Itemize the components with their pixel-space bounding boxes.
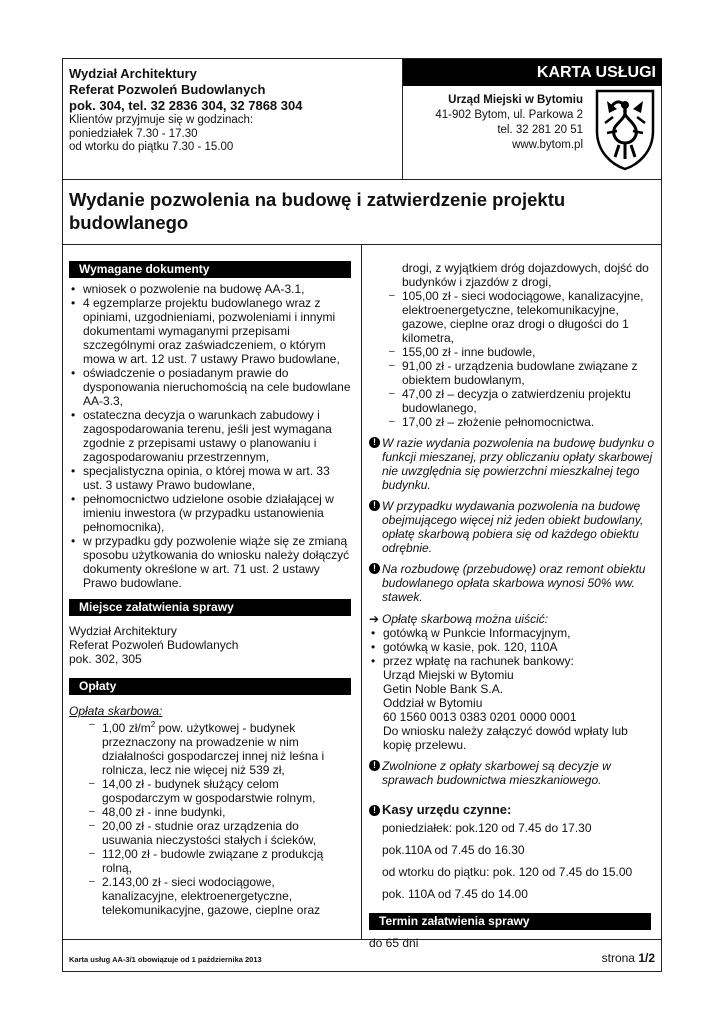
bank-details (369, 668, 658, 752)
bank-line: Oddział w Bytomiu (383, 696, 483, 710)
list-item: • oświadczenie o posiadanym prawie do dysponowania nieruchomością na cele budowlane AA-3.3, (69, 366, 352, 408)
bank-line: Getin Noble Bank S.A. (383, 682, 504, 696)
section-heading-deadline: Termin załatwienia sprawy (369, 913, 651, 930)
hours-label: Klientów przyjmuje się w godzinach: (69, 114, 254, 126)
stamp-duty-label: Opłata skarbowa: (69, 704, 163, 718)
list-item: – 2.143,00 zł - sieci wodociągowe, kanalizacyjne, elektroenergetyczne, telekomunikacyjne, gazowe, cieplne oraz (89, 875, 352, 917)
list-item: • wniosek o pozwolenie na budowę AA-3.1, (69, 282, 352, 296)
list-item: • gotówką w Punkcie Informacyjnym, (369, 626, 658, 640)
bank-account-number: 60 1560 0013 0383 0201 0000 0001 (383, 710, 577, 724)
divider (63, 244, 661, 245)
left-column (69, 261, 352, 917)
documents-list (69, 282, 352, 590)
list-item: – 105,00 zł - sieci wodociągowe, kanalizacyjne, elektroenergetyczne, telekomunikacyjne, gazowe, cieplne oraz drogi o długości do 1 kilometra, (389, 289, 658, 345)
exclamation-circle-icon: ! (369, 760, 380, 771)
list-item: – 14,00 zł - budynek służący celom gospodarczym w gospodarstwie rolnym, (89, 777, 352, 805)
fees-continuation: drogi, z wyjątkiem dróg dojazdowych, dojść do budynków i zjazdów z drogi, (402, 261, 649, 289)
list-item: – 91,00 zł - urządzenia budowlane związane z obiektem budowlanym, (389, 359, 658, 387)
card-title: KARTA USŁUGI (403, 59, 662, 86)
cashier-line: pok.110A od 7.45 do 16.30 (382, 843, 525, 857)
section-heading-documents: Wymagane dokumenty (69, 261, 351, 278)
page-title: Wydanie pozwolenia na budowę i zatwierdzenie projektu budowlanego (69, 189, 566, 233)
list-item: • pełnomocnictwo udzielone osobie działającej w imieniu inwestora (w przypadku ustanowienia pełnomocnika), (69, 492, 352, 534)
bank-line: Do wniosku należy załączyć dowód wpłaty lub kopię przelewu. (383, 724, 628, 752)
list-item: – 112,00 zł - budowle związane z produkcją rolną, (89, 847, 352, 875)
cashier-hours (369, 817, 658, 905)
cashier-line: pok. 110A od 7.45 do 14.00 (382, 887, 528, 901)
document-frame (62, 58, 662, 972)
hours-tue-fri: od wtorku do piątku 7.30 - 15.00 (69, 141, 234, 153)
list-item: • ostateczna decyzja o warunkach zabudowy i zagospodarowania terenu, jeśli jest wymagana zgodnie z przepisami ustawy o planowaniu i zagospodarowaniu przestrzennym, (69, 408, 352, 464)
payment-methods (369, 626, 658, 668)
exclamation-circle-icon: ! (369, 563, 380, 574)
cashier-line: od wtorku do piątku: pok. 120 od 7.45 do 15.00 (382, 865, 633, 879)
list-item: – 155,00 zł - inne budowle, (389, 345, 658, 359)
section-heading-place: Miejsce załatwienia sprawy (69, 599, 351, 616)
department-info (69, 66, 399, 155)
payment-intro: ➔ Opłatę skarbową można uiścić: (369, 612, 549, 626)
exclamation-circle-icon: ! (369, 437, 380, 448)
office-info (435, 93, 583, 153)
office-name: Urząd Miejski w Bytomiu (448, 94, 583, 106)
note: ! W razie wydania pozwolenia na budowę budynku o funkcji mieszanej, przy obliczaniu opłaty skarbowej nie uwzględnia się powierzchni mieszkalnej tego budynku. (369, 436, 658, 492)
section-heading-fees: Opłaty (69, 678, 351, 695)
place-line: pok. 302, 305 (69, 652, 142, 666)
list-item: – 17,00 zł – złożenie pełnomocnictwa. (389, 415, 658, 429)
office-website[interactable]: www.bytom.pl (512, 139, 583, 151)
note: ! Na rozbudowę (przebudowę) oraz remont obiektu budowlanego opłata skarbowa wynosi 50% ww. stawek. (369, 562, 658, 604)
office-address: 41-902 Bytom, ul. Parkowa 2 (435, 109, 583, 121)
note: ! Zwolnione z opłaty skarbowej są decyzje w sprawach budownictwa mieszkaniowego. (369, 759, 658, 787)
divider (63, 179, 661, 180)
cashier-line: poniedziałek: pok.120 od 7.45 do 17.30 (382, 821, 592, 835)
list-item: • w przypadku gdy pozwolenie wiąże się ze zmianą sposobu użytkowania do wniosku należy dołączyć dokumenty określone w art. 71 ust. 2 ustawy Prawo budowlane. (69, 534, 352, 590)
bank-line: Urząd Miejski w Bytomiu (383, 668, 514, 682)
list-item: • specjalistyczna opinia, o której mowa w art. 33 ust. 3 ustawy Prawo budowlane, (69, 464, 352, 492)
deadline-value: do 65 dni (369, 936, 419, 950)
place-line: Referat Pozwoleń Budowlanych (69, 638, 239, 652)
fees-list-continued (389, 289, 658, 429)
department-name: Wydział Architektury (69, 66, 197, 81)
list-item: – 48,00 zł - inne budynki, (89, 805, 352, 819)
fees-list (89, 718, 352, 917)
column-divider (361, 244, 362, 939)
list-item: • 4 egzemplarze projektu budowlanego wraz z opiniami, uzgodnieniami, pozwoleniami i innymi dokumentami wymaganymi przepisami szczególnymi oraz zaświadczeniem, o którym mowa w art. 12 ust. 7 ustawy Prawo budowlane, (69, 296, 352, 366)
exclamation-circle-icon: ! (369, 805, 380, 816)
coat-of-arms-icon (593, 87, 657, 171)
cashier-heading: ! Kasy urzędu czynne: (369, 803, 658, 817)
place-line: Wydział Architektury (69, 624, 177, 638)
hours-monday: poniedziałek 7.30 - 17.30 (69, 127, 198, 140)
office-phone: tel. 32 281 20 51 (497, 124, 583, 136)
room-phone: pok. 304, tel. 32 2836 304, 32 7868 304 (69, 98, 303, 113)
page-number: strona 1/2 (601, 951, 655, 965)
footer-note: Karta usług AA-3/1 obowiązuje od 1 października 2013 (69, 955, 262, 964)
list-item: – 1,00 $zł/m^2$ pow. użytkowej - budynek przeznaczony na prowadzenie w nim działalności gospodarczej innej niż leśna i rolnicza, lecz nie więcej niż 539 zł, (89, 718, 352, 777)
unit-name: Referat Pozwoleń Budowlanych (69, 82, 266, 97)
right-arrow-icon: ➔ (369, 612, 380, 626)
list-item: – 47,00 zł – decyzja o zatwierdzeniu projektu budowlanego, (389, 387, 658, 415)
note: ! W przypadku wydawania pozwolenia na budowę obejmującego więcej niż jeden obiekt budowlany, opłatę skarbową pobiera się od każdego obiektu odrębnie. (369, 499, 658, 555)
place-info (69, 624, 352, 666)
list-item: – 20,00 zł - studnie oraz urządzenia do usuwania nieczystości stałych i ścieków, (89, 819, 352, 847)
right-column (369, 261, 658, 950)
list-item: • gotówką w kasie, pok. 120, 110A (369, 640, 658, 654)
list-item: • przez wpłatę na rachunek bankowy: (369, 654, 658, 668)
exclamation-circle-icon: ! (369, 500, 380, 511)
